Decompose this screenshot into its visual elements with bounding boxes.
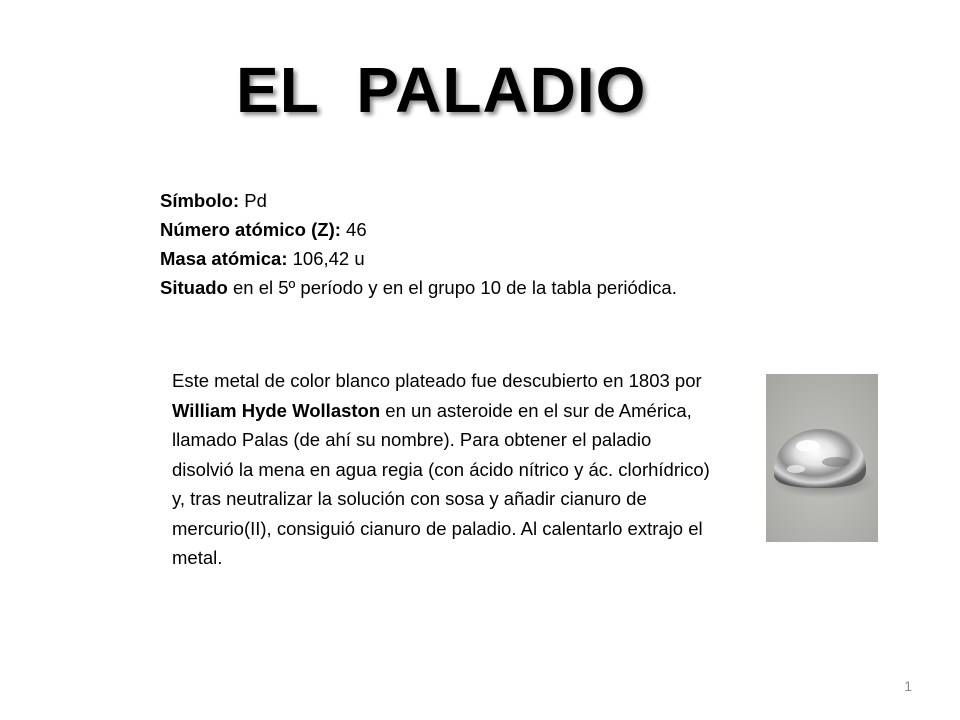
fact-symbol-label: Símbolo: (160, 190, 240, 211)
fact-atomic-mass (160, 244, 820, 273)
element-facts (160, 186, 820, 302)
palladium-bead-image (766, 374, 878, 542)
fact-atomic-number (160, 215, 820, 244)
discoverer-name: William Hyde Wollaston (172, 399, 381, 421)
fact-atomic-number-label: Número atómico (Z): (160, 219, 341, 240)
slide-title: EL PALADIO (236, 54, 647, 126)
fact-location-value: en el 5º período y en el grupo 10 de la tabla periódica. (227, 277, 677, 298)
fact-location (160, 273, 820, 302)
palladium-photo (766, 374, 878, 542)
description-paragraph (172, 366, 712, 573)
fact-atomic-number-value: 46 (340, 219, 367, 240)
fact-atomic-mass-label: Masa atómica: (160, 248, 288, 269)
fact-atomic-mass-value: 106,42 u (287, 248, 365, 269)
fact-symbol-value: Pd (239, 190, 267, 211)
description-text-1: Este metal de color blanco plateado fue descubierto en 1803 por (172, 370, 702, 391)
fact-symbol (160, 186, 820, 215)
page-number: 1 (904, 678, 912, 694)
description-text-2: en un asteroide en el sur de América, llamado Palas (de ahí su nombre). Para obtener el paladio disolvió la mena en agua regia (con ácido nítrico y ác. clorhídrico) y, tras neutralizar la solución con sosa y añadir cianuro de mercurio(II), consiguió cianuro de paladio. Al calentarlo extrajo el metal. (172, 399, 710, 568)
fact-location-label: Situado (160, 277, 228, 298)
